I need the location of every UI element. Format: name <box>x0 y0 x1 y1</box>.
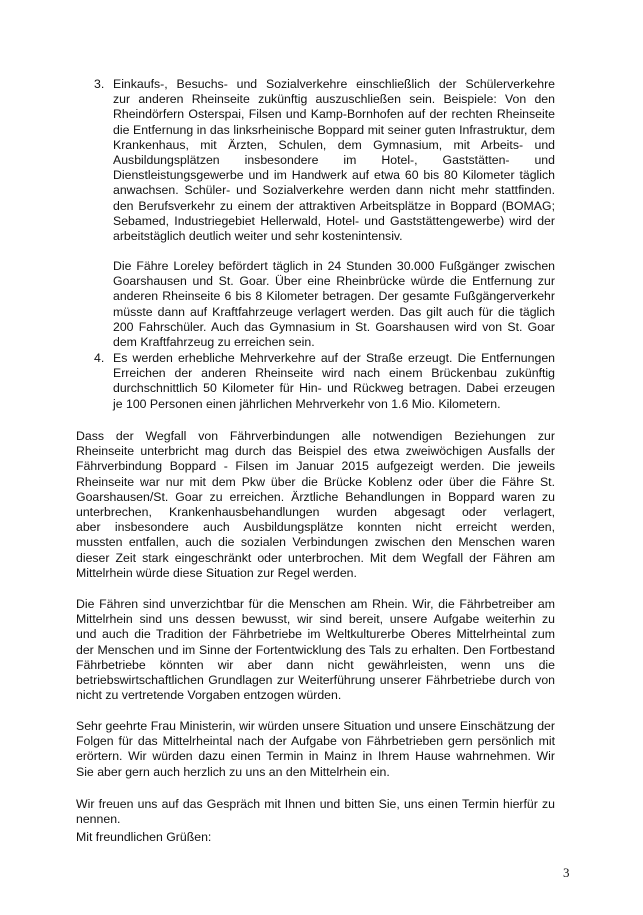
text-line: Rheinseite war nur mit dem Pkw über die Brücke Koblenz oder über die Fähre St. <box>76 474 555 489</box>
text-line: zur anderen Rheinseite zukünftig auszuschließen sein. Beispiele: Von den <box>113 92 555 107</box>
text-line: Die Fähre Loreley befördert täglich in 24 Stunden 30.000 Fußgänger zwischen <box>113 259 555 273</box>
list-item-4 <box>94 351 555 412</box>
text-line: nicht zu vertretende Vorgaben entzogen würden. <box>76 688 342 703</box>
text-line: Die Fähren sind unverzichtbar für die Menschen am Rhein. Wir, die Fährbetreiber am <box>76 597 555 611</box>
text-line: unterbrechen, Krankenhausbehandlungen wurden abgesagt oder verlagert, <box>76 504 555 519</box>
text-line: Rheinseite unterbricht mag durch das Beispiel des etwa zweiwöchigen Ausfalls der <box>76 444 555 459</box>
list-number: 3. <box>94 77 105 91</box>
text-line: anwachsen. Schüler- und Sozialverkehre werden dann nicht mehr stattfinden. <box>113 183 555 198</box>
text-line: durchschnittlich 50 Kilometer für Hin- und Rückweg betragen. Dabei erzeugen <box>113 381 555 396</box>
list-item-3-continuation <box>113 259 555 350</box>
text-line: den Berufsverkehr zu einem der attraktiven Arbeitsplätze in Boppard (BOMAG; <box>113 198 555 213</box>
paragraph-ministerin <box>76 719 555 780</box>
text-line: Mit freundlichen Grüßen: <box>76 830 212 844</box>
text-line: der Menschen und im Sinne der Fortentwicklung des Tals zu erhalten. Den Fortbestand <box>76 642 555 657</box>
text-line: Goarshausen/St. Goar zu erreichen. Ärztliche Behandlungen in Boppard waren zu <box>76 489 555 504</box>
text-line: Folgen für das Mittelrheintal nach der Aufgabe von Fährbetrieben gern persönlich mit <box>76 734 555 749</box>
text-line: erörtern. Wir würden dazu einen Termin in Mainz in Ihrem Hause wahrnehmen. Wir <box>76 749 555 764</box>
text-line: Wir freuen uns auf das Gespräch mit Ihnen und bitten Sie, uns einen Termin hierfür zu <box>76 797 555 811</box>
list-number: 4. <box>94 351 105 365</box>
closing-salutation <box>76 830 555 845</box>
text-line: Erreichen der anderen Rheinseite wird nach einem Brückenbau zukünftig <box>113 366 555 381</box>
text-line: Krankenhaus, mit Ärzten, Schulen, dem Gymnasium, mit Arbeits- und <box>113 137 555 152</box>
text-line: und auch die Tradition der Fährbetriebe im Weltkulturerbe Oberes Mittelrheintal zum <box>76 627 555 642</box>
paragraph-freuen <box>76 797 555 827</box>
text-line: müsste dann auf Kraftfahrzeuge verlagert werden. Das gilt auch für die täglich <box>113 304 555 319</box>
text-line: mussten entfallen, auch die sozialen Verbindungen zwischen den Menschen waren <box>76 535 555 550</box>
text-line: betriebswirtschaftlichen Grundlagen zur Weiterführung unserer Fährbetriebe durch von <box>76 672 555 687</box>
paragraph-wegfall <box>76 429 555 581</box>
text-line: Goarshausen und St. Goar. Über eine Rheinbrücke würde die Entfernung zur <box>113 274 555 289</box>
text-line: Sie aber gern auch herzlich zu uns an den Mittelrhein ein. <box>76 764 390 779</box>
paragraph-unverzichtbar <box>76 597 555 703</box>
text-line: aber insbesondere auch Ausbildungsplätze konnten nicht erreicht werden, <box>76 520 555 535</box>
text-line: Es werden erhebliche Mehrverkehre auf der Straße erzeugt. Die Entfernungen <box>113 351 555 365</box>
text-line: Rheindörfern Osterspai, Filsen und Kamp-Bornhofen auf der rechten Rheinseite <box>113 107 555 122</box>
text-line: Ausbildungsplätzen insbesondere im Hotel-, Gaststätten- und <box>113 152 555 167</box>
text-line: dieser Zeit stark eingeschränkt oder unterbrochen. Mit dem Wegfall der Fähren am <box>76 550 555 565</box>
text-line: Fährbetriebe könnten wir aber dann nicht gewährleisten, wenn uns die <box>76 657 555 672</box>
text-line: Sebamed, Industriegebiet Hellerwald, Hotel- und Gaststättengewerbe) wird der <box>113 213 555 228</box>
text-line: arbeitstäglich deutlich weiter und sehr kostenintensiv. <box>113 228 403 243</box>
text-line: 200 Fahrschüler. Auch das Gymnasium in St. Goarshausen wird von St. Goar <box>113 319 555 334</box>
list-item-3 <box>94 77 555 244</box>
text-line: Einkaufs-, Besuchs- und Sozialverkehre einschließlich der Schülerverkehre <box>113 77 555 91</box>
text-line: Mittelrhein sind uns dessen bewusst, wir sind bereit, unsere Aufgabe weiterhin zu <box>76 612 555 627</box>
page-number: 3 <box>563 865 570 880</box>
text-line: Dienstleistungsgewerbe und im Handwerk auf etwa 60 bis 80 Kilometer täglich <box>113 168 555 183</box>
text-line: anderen Rheinseite 6 bis 8 Kilometer betragen. Der gesamte Fußgängerverkehr <box>113 289 555 304</box>
text-line: Dass der Wegfall von Fährverbindungen alle notwendigen Beziehungen zur <box>76 429 555 443</box>
text-line: Mittelrhein würde diese Situation zur Regel werden. <box>76 565 357 580</box>
text-line: Sehr geehrte Frau Ministerin, wir würden unsere Situation und unsere Einschätzung der <box>76 719 555 733</box>
text-line: nennen. <box>76 812 121 827</box>
text-line: Fährverbindung Boppard - Filsen im Januar 2015 aufgezeigt werden. Die jeweils <box>76 459 555 474</box>
text-line: je 100 Personen einen jährlichen Mehrverkehr von 1.6 Mio. Kilometern. <box>113 396 501 411</box>
text-line: die Entfernung in das linksrheinische Boppard mit seiner guten Infrastruktur, dem <box>113 122 555 137</box>
text-line: dem Kraftfahrzeug zu erreichen sein. <box>113 334 315 349</box>
